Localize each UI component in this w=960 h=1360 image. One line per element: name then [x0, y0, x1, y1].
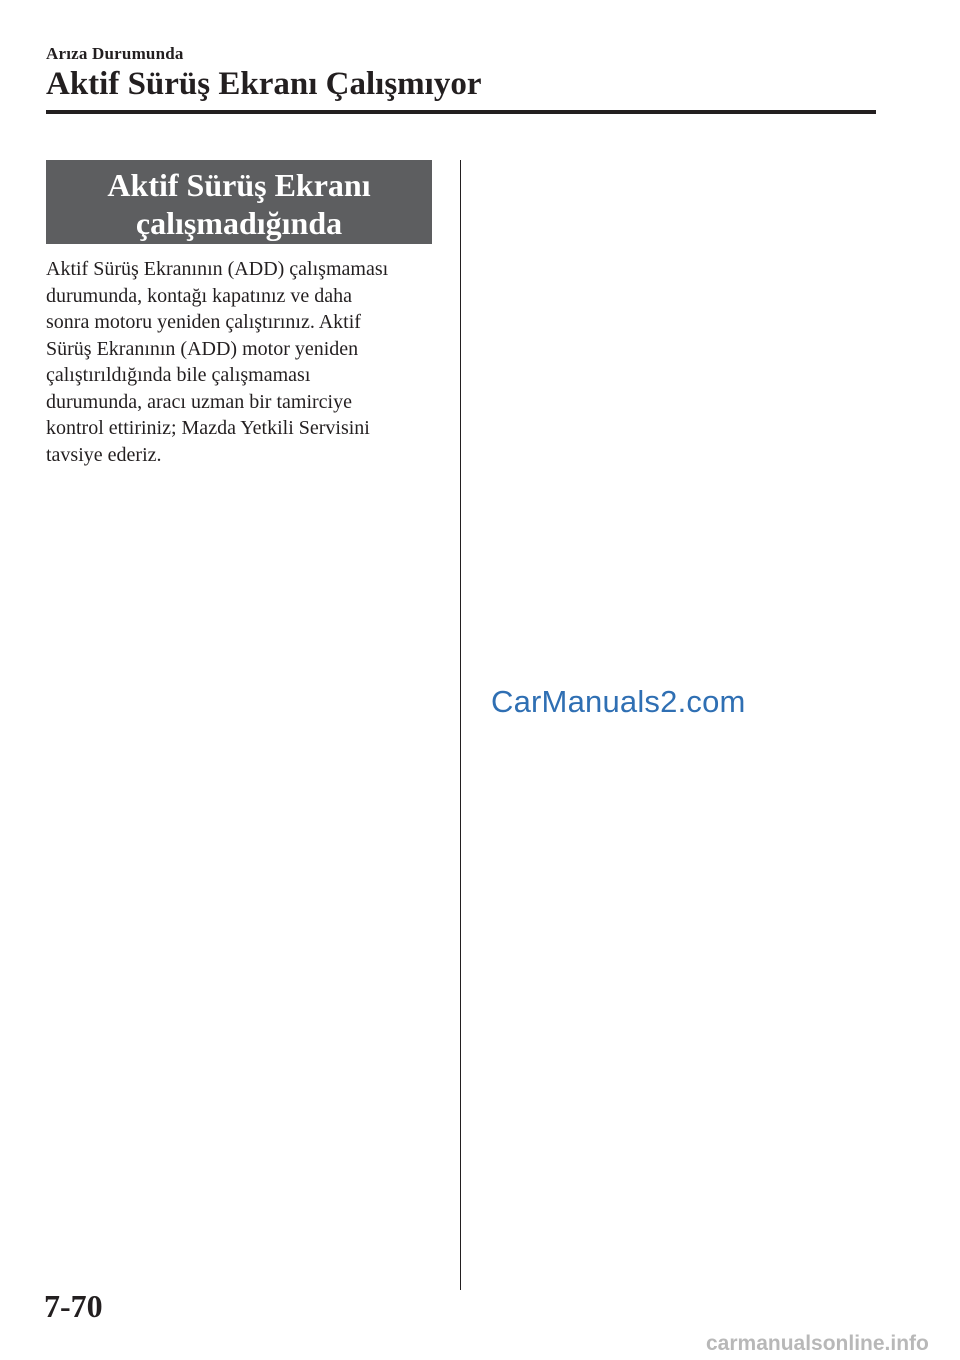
watermark-carmanualsonline: carmanualsonline.info [706, 1332, 929, 1355]
body-paragraph [46, 256, 446, 468]
body-line: tavsiye ederiz. [46, 443, 162, 466]
watermark-carmanuals2: CarManuals2.com [491, 684, 746, 719]
body-line: durumunda, aracı uzman bir tamirciye [46, 390, 352, 413]
body-line: Aktif Sürüş Ekranının (ADD) çalışmaması [46, 258, 389, 280]
page-number: 7-70 [44, 1288, 103, 1324]
body-line: durumunda, kontağı kapatınız ve daha [46, 284, 353, 307]
section-label: Arıza Durumunda [46, 44, 184, 63]
body-line: sonra motoru yeniden çalıştırınız. Aktif [46, 311, 361, 333]
body-line: kontrol ettiriniz; Mazda Yetkili Servisini [46, 417, 370, 439]
body-line: çalıştırıldığında bile çalışmaması [46, 364, 311, 386]
column-divider [460, 160, 461, 1290]
chapter-title: Aktif Sürüş Ekranı Çalışmıyor [46, 66, 482, 102]
title-underline [46, 110, 876, 114]
subsection-heading-line: Aktif Sürüş Ekranı [107, 167, 371, 203]
subsection-heading [46, 160, 432, 244]
subsection-heading-line: çalışmadığında [135, 205, 343, 241]
body-line: Sürüş Ekranının (ADD) motor yeniden [46, 337, 359, 360]
